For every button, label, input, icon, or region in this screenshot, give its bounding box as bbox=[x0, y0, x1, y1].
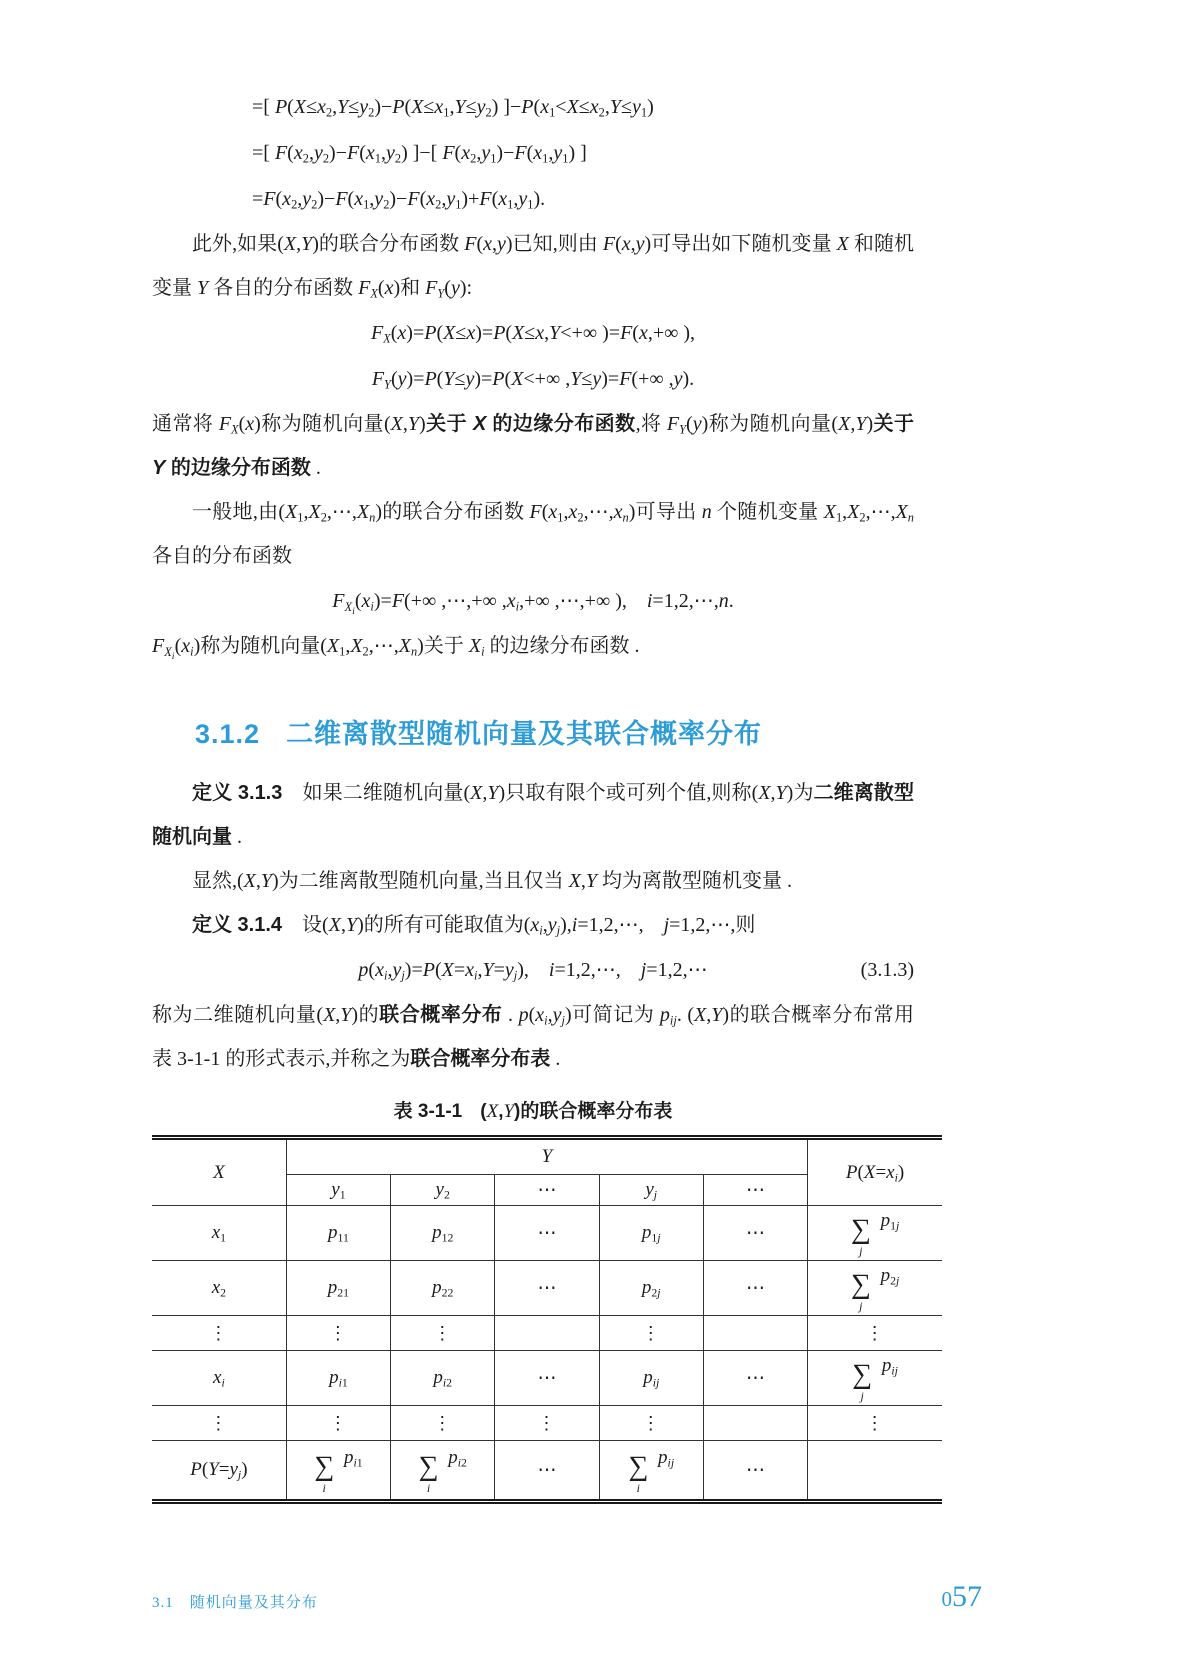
table-row-xi bbox=[152, 1351, 942, 1406]
table-cell-vdots: ⋮ bbox=[808, 1406, 942, 1441]
table-row-vdots bbox=[152, 1316, 942, 1351]
table-cell: ⋯ bbox=[703, 1206, 807, 1261]
table-cell-colsum: ∑ i $p_{i2}$ bbox=[391, 1441, 495, 1502]
table-cell: $p_{22}$ bbox=[391, 1261, 495, 1316]
page-number: 057 bbox=[941, 1580, 982, 1613]
equation-fy: $F_Y(y)=P(Y\le y)=P(X<+\infty$ ,Y≤y)=F(+∞ ,y). bbox=[371, 368, 695, 392]
table-cell-rowsum: ∑ j $p_{1j}$ bbox=[808, 1206, 942, 1261]
table-cell: ⋯ bbox=[703, 1351, 807, 1406]
paragraph-joint-prob-name: 称为二维随机向量(X,Y)的联合概率分布 . $p(x_i,y_j)$可简记为 $p_{ij}$. (X,Y)的联合概率分布常用表 3-1-1 的形式表示,并称之为联合概率分布表 . bbox=[152, 1004, 914, 1070]
table-cell-vdots: ⋮ bbox=[599, 1316, 703, 1351]
header-cell-dots: ⋯ bbox=[495, 1175, 599, 1206]
table-cell: $x_1$ bbox=[152, 1206, 286, 1261]
table-row-vdots bbox=[152, 1406, 942, 1441]
header-cell-yj: $y_j$ bbox=[599, 1175, 703, 1206]
page-footer bbox=[152, 1582, 982, 1612]
table-cell: ⋯ bbox=[703, 1441, 807, 1502]
table-cell: $p_{i2}$ bbox=[391, 1351, 495, 1406]
joint-probability-table bbox=[152, 1135, 942, 1504]
table-row-py bbox=[152, 1441, 942, 1502]
table-cell: $p_{2j}$ bbox=[599, 1261, 703, 1316]
footer-section-title: 3.1 随机向量及其分布 bbox=[152, 1595, 318, 1611]
table-cell-vdots: ⋮ bbox=[391, 1406, 495, 1441]
table-cell: ⋯ bbox=[495, 1441, 599, 1502]
derivation-equations bbox=[152, 84, 914, 222]
section-heading bbox=[195, 712, 914, 751]
paragraph-definition-314: 定义 3.1.4 设(X,Y)的所有可能取值为$(x_i,y_j),i=1,2,\cdots$, j=1,2,⋯,则 bbox=[192, 914, 756, 938]
header-cell-y2: $y_2$ bbox=[391, 1175, 495, 1206]
table-cell: $p_{11}$ bbox=[286, 1206, 390, 1261]
equation-fx: $F_X(x)=P(X\le x)=P(X\le x,Y<+\infty$ )=F(x,+∞ ), bbox=[370, 322, 696, 346]
marginal-equations bbox=[152, 310, 914, 402]
paragraph-definition-313: 定义 3.1.3 如果二维随机向量(X,Y)只取有限个或可列个值,则称(X,Y)为二维离散型随机向量 . bbox=[152, 782, 914, 848]
table-cell-py-label: $P(Y=y_j)$ bbox=[152, 1441, 286, 1502]
table-cell-empty bbox=[808, 1441, 942, 1502]
header-cell-y-group: Y bbox=[286, 1138, 807, 1175]
table-cell: $p_{21}$ bbox=[286, 1261, 390, 1316]
section-number: 3.1.2 bbox=[195, 719, 261, 749]
section-title: 二维离散型随机向量及其联合概率分布 bbox=[286, 719, 763, 749]
table-row-x1 bbox=[152, 1206, 942, 1261]
table-header-row-1 bbox=[152, 1138, 942, 1175]
table-cell: $p_{ij}$ bbox=[599, 1351, 703, 1406]
paragraph-joint-known: 此外,如果(X,Y)的联合分布函数 F(x,y)已知,则由 F(x,y)可导出如下随机变量 X 和随机变量 Y 各自的分布函数 $F_X(x)$和 $F_Y(y)$: bbox=[152, 233, 914, 301]
table-cell: $x_i$ bbox=[152, 1351, 286, 1406]
table-cell-vdots: ⋮ bbox=[599, 1406, 703, 1441]
equation-line-1: =[ $P(X\le x_2,Y\le y_2)-P(X\le x_1,Y\le y_2)$ ]$-P(x_1<X\le x_2,Y\le y_1)$ bbox=[252, 96, 654, 120]
table-cell: $p_{i1}$ bbox=[286, 1351, 390, 1406]
equation-line-3: $=F(x_2,y_2)-F(x_1,y_2)-F(x_2,y_1)+F(x_1,y_1)$. bbox=[252, 188, 546, 212]
table-cell: ⋯ bbox=[703, 1261, 807, 1316]
table-caption-title: (X,Y)的联合概率分布表 bbox=[480, 1101, 673, 1122]
header-cell-x: X bbox=[152, 1138, 286, 1206]
page-content bbox=[152, 84, 914, 1504]
equation-line-2: =[ $F(x_2,y_2)-F(x_1,y_2)$ ]−[ $F(x_2,y_1)-F(x_1,y_1)$ ] bbox=[252, 142, 587, 166]
paragraph-marginal-definition: 通常将 $F_X(x)$称为随机向量(X,Y)关于 X 的边缘分布函数,将 $F_Y(y)$称为随机向量(X,Y)关于 Y 的边缘分布函数 . bbox=[152, 413, 915, 479]
table-cell-empty bbox=[495, 1316, 599, 1351]
table-row-x2 bbox=[152, 1261, 942, 1316]
table-cell: ⋯ bbox=[495, 1206, 599, 1261]
paragraph-obvious: 显然,(X,Y)为二维离散型随机向量,当且仅当 X,Y 均为离散型随机变量 . bbox=[192, 870, 793, 892]
table-cell: $x_2$ bbox=[152, 1261, 286, 1316]
table-caption bbox=[152, 1097, 914, 1127]
table-cell-vdots: ⋮ bbox=[152, 1316, 286, 1351]
table-cell-vdots: ⋮ bbox=[495, 1406, 599, 1441]
table-cell-empty bbox=[703, 1406, 807, 1441]
table-cell-rowsum: ∑ j $p_{2j}$ bbox=[808, 1261, 942, 1316]
table-cell: ⋯ bbox=[495, 1351, 599, 1406]
table-cell-rowsum: ∑ j $p_{ij}$ bbox=[808, 1351, 942, 1406]
table-caption-label: 表 3-1-1 bbox=[393, 1101, 463, 1122]
paragraph-general-case: 一般地,由$(X_1,X_2,\cdots,X_n)$的联合分布函数 $F(x_1,x_2,\cdots,x_n)$可导出 n 个随机变量 $X_1,X_2,\cdots,X_n$ 各自的分布函数 bbox=[152, 501, 914, 567]
table-cell: ⋯ bbox=[495, 1261, 599, 1316]
table-cell: $p_{12}$ bbox=[391, 1206, 495, 1261]
table-cell-vdots: ⋮ bbox=[152, 1406, 286, 1441]
table-cell-colsum: ∑ i $p_{i1}$ bbox=[286, 1441, 390, 1502]
table-cell-empty bbox=[703, 1316, 807, 1351]
equation-number: (3.1.3) bbox=[860, 959, 914, 981]
table-cell-vdots: ⋮ bbox=[286, 1316, 390, 1351]
table-cell-vdots: ⋮ bbox=[391, 1316, 495, 1351]
equation-body: $p(x_i,y_j)=P(X=x_i,Y=y_j)$, i=1,2,⋯, j=1,2,⋯ bbox=[358, 959, 708, 983]
table-cell: $p_{1j}$ bbox=[599, 1206, 703, 1261]
equation-fxi: $F_{X_i}(x_i)=F(+\infty$ ,⋯,+∞ $,x_i,+\infty$ ,⋯,+∞ ), i=1,2,⋯,n. bbox=[332, 590, 734, 617]
header-cell-y1: $y_1$ bbox=[286, 1175, 390, 1206]
header-cell-dots: ⋯ bbox=[703, 1175, 807, 1206]
paragraph-general-marginal-name: $F_{X_i}(x_i)$称为随机向量$(X_1,X_2,\cdots,X_n)$关于 $X_i$ 的边缘分布函数 . bbox=[152, 635, 640, 662]
table-cell-colsum: ∑ i $p_{ij}$ bbox=[599, 1441, 703, 1502]
table-cell-vdots: ⋮ bbox=[808, 1316, 942, 1351]
header-cell-px: $P(X=x_i)$ bbox=[808, 1138, 942, 1206]
table-cell-vdots: ⋮ bbox=[286, 1406, 390, 1441]
general-marginal-equation bbox=[152, 578, 914, 624]
joint-probability-equation bbox=[152, 947, 914, 993]
